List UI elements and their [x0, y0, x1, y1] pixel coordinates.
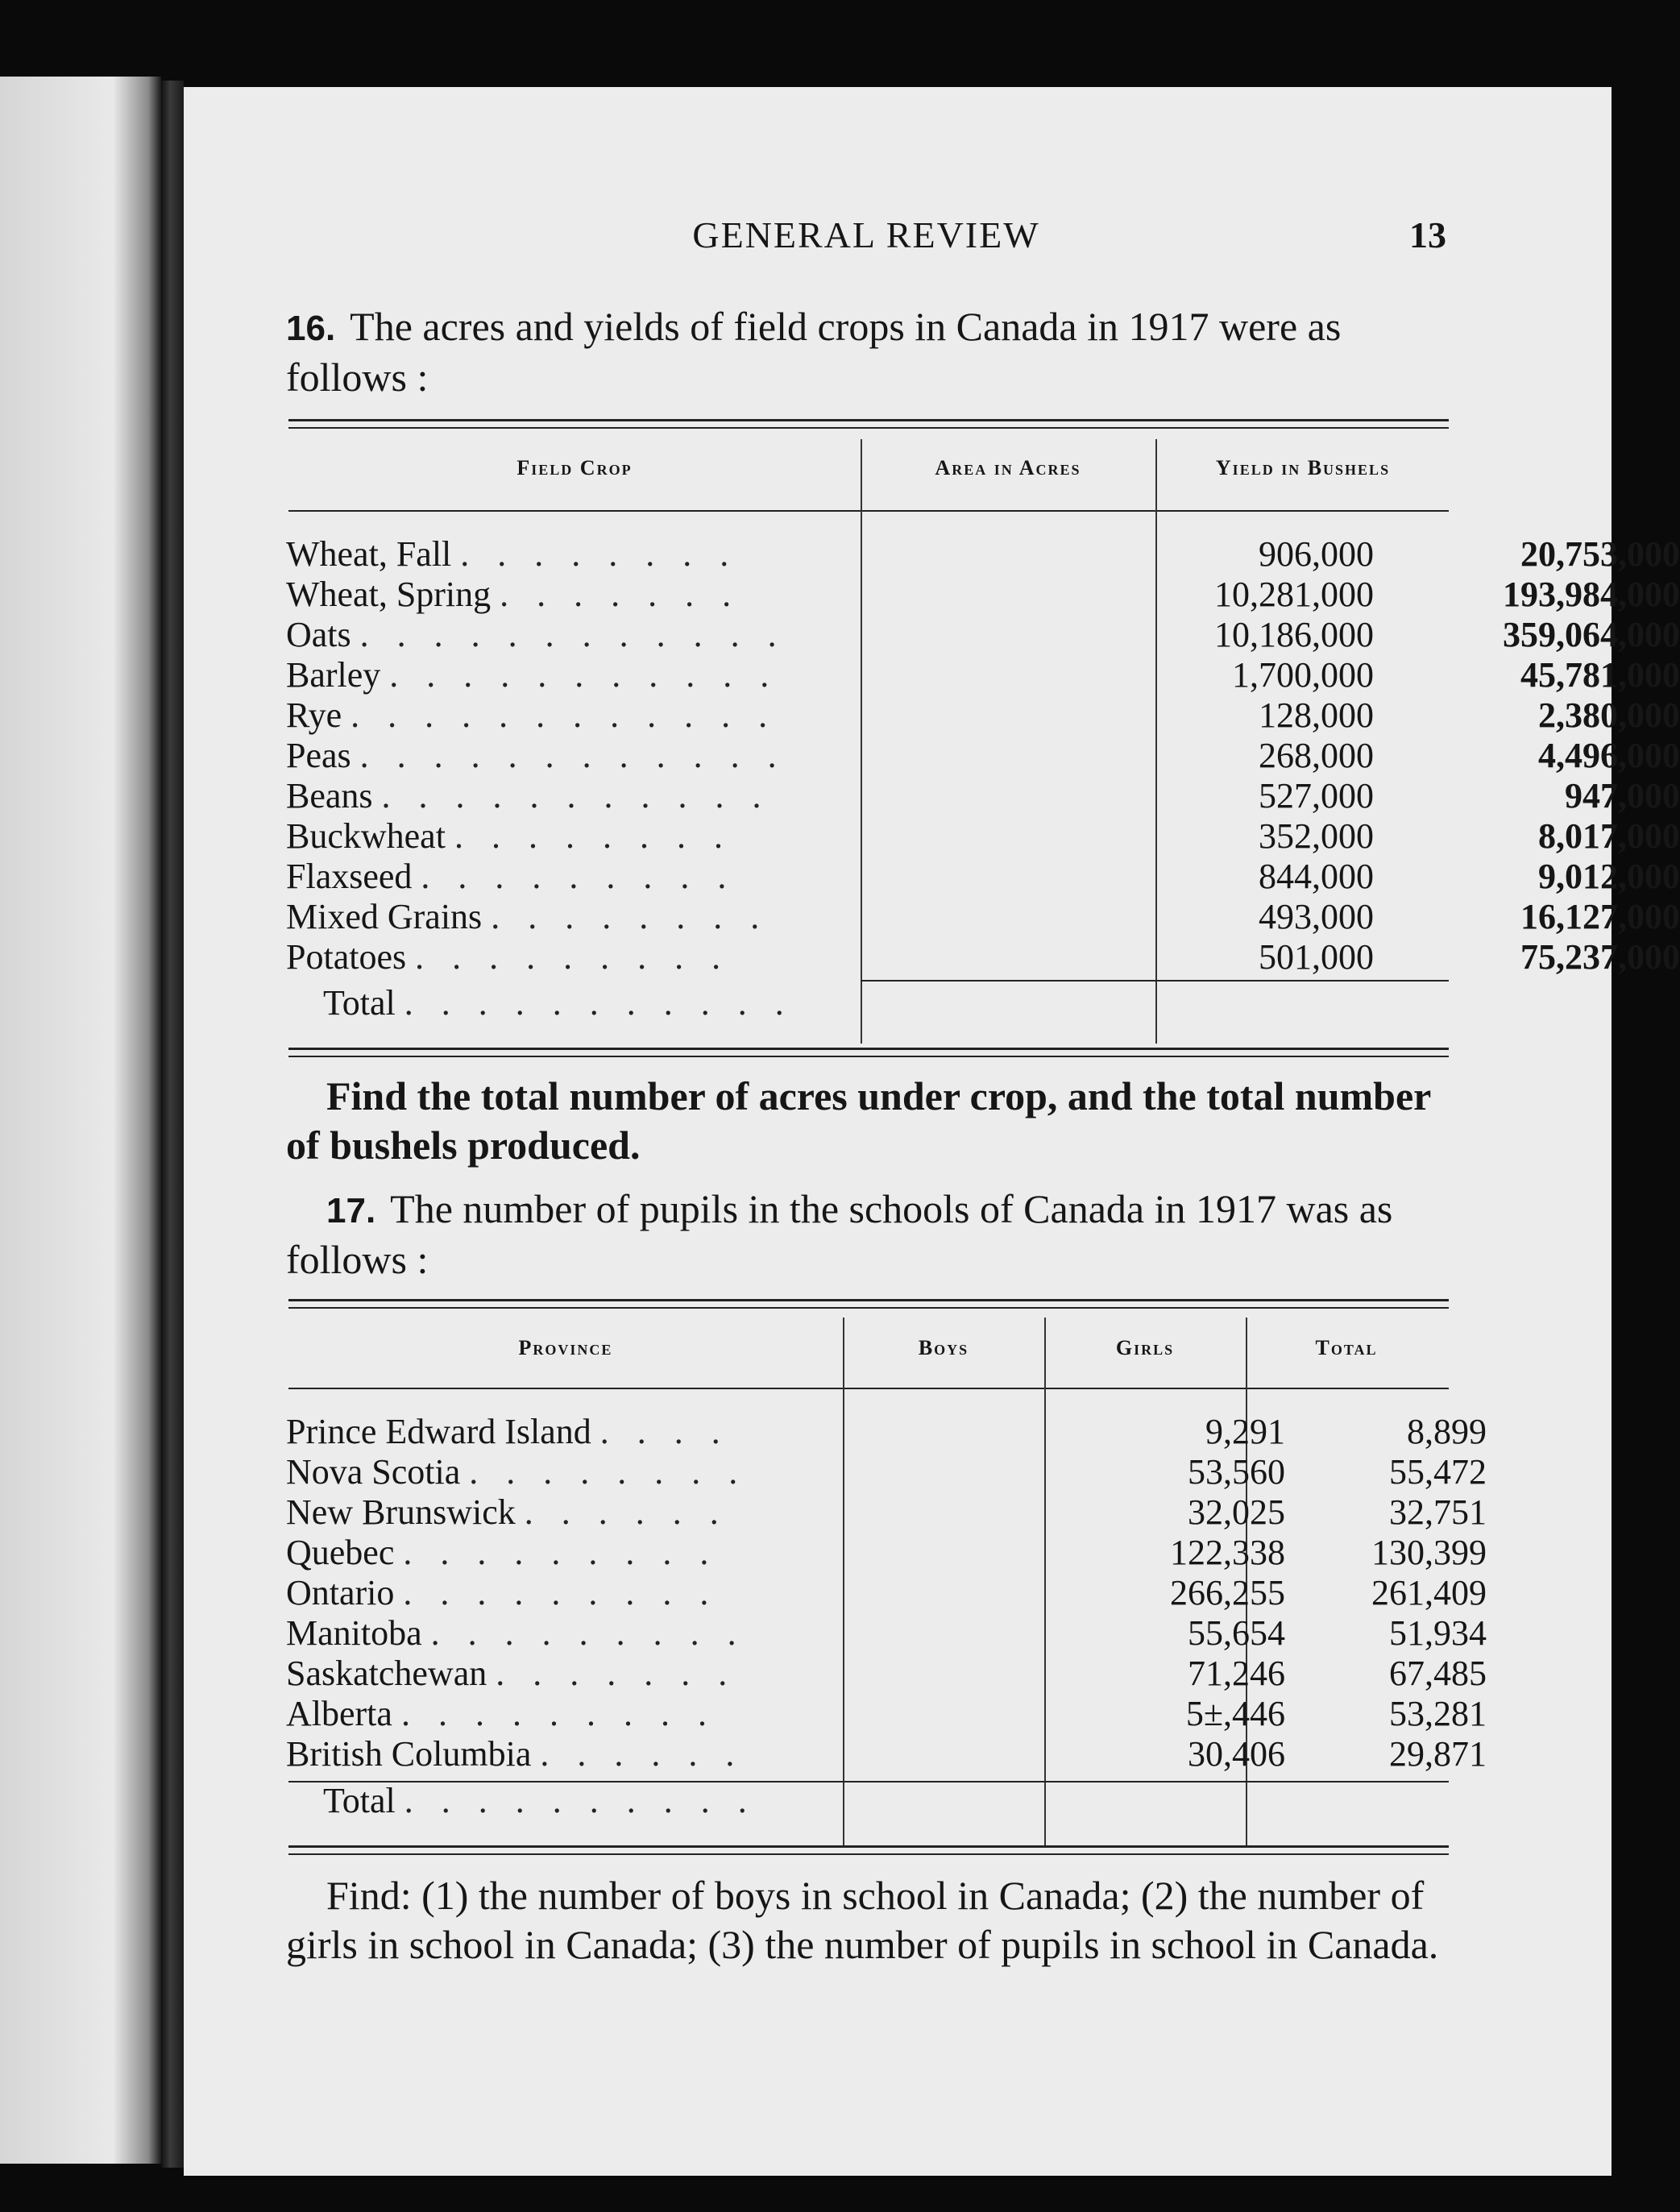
crop-name: Potatoes — [286, 937, 407, 977]
problem-16-intro — [286, 302, 1446, 402]
table-row — [286, 534, 1680, 575]
crop-name: Wheat, Fall — [286, 534, 452, 574]
leader-dots: . . . . . . — [524, 1492, 728, 1532]
table-bottom-rule — [288, 1048, 1449, 1050]
yield-value: 45,781,000 — [1520, 655, 1680, 695]
table-row — [286, 897, 1680, 937]
boys-value: 32,025 — [1188, 1492, 1285, 1532]
problem-16-intro-text: The acres and yields of field crops in Canada in 1917 were as follows : — [286, 304, 1342, 400]
table-top-rule — [288, 419, 1449, 421]
col-header-field-crop: Field Crop — [516, 456, 633, 479]
header-bottom-rule — [288, 1388, 1449, 1389]
table-row — [286, 1734, 1487, 1774]
total-line-rule — [861, 980, 1449, 981]
page-number: 13 — [1409, 214, 1446, 255]
problem-17-number: 17. — [326, 1191, 376, 1231]
leader-dots: . . . . . . . — [496, 1654, 737, 1693]
table-row — [286, 1573, 1487, 1613]
crop-name: Beans — [286, 776, 373, 815]
yield-value: 947,000 — [1565, 776, 1680, 815]
leader-dots: . . . . . . . . — [454, 816, 732, 856]
table-row — [286, 1533, 1487, 1573]
boys-value: 55,654 — [1188, 1613, 1285, 1653]
total-label: Total — [323, 1781, 396, 1820]
table-row — [286, 1694, 1487, 1734]
leader-dots: . . . . . . . . . . . . — [359, 736, 786, 775]
facing-page-edge — [0, 77, 161, 2164]
leader-dots: . . . . . . . . . . . — [404, 983, 794, 1023]
table-top-rule-2 — [288, 427, 1449, 429]
table-row — [286, 736, 1680, 776]
table-bottom-rule-2 — [288, 1056, 1449, 1057]
area-value: 352,000 — [1259, 816, 1374, 856]
leader-dots: . . . . . . . . — [491, 897, 769, 936]
table-row — [286, 937, 1680, 977]
yield-value: 20,753,000 — [1520, 534, 1680, 574]
girls-value: 53,281 — [1389, 1694, 1487, 1733]
book-spine — [161, 81, 184, 2168]
leader-dots: . . . . . . . . . . . . — [351, 695, 778, 735]
yield-value: 8,017,000 — [1538, 816, 1680, 856]
crop-name: Mixed Grains — [286, 897, 483, 936]
leader-dots: . . . . . . . . . — [415, 937, 731, 977]
area-value: 493,000 — [1259, 897, 1374, 936]
crop-name: Buckwheat — [286, 816, 446, 856]
yield-value: 9,012,000 — [1538, 857, 1680, 896]
leader-dots: . . . . . . . . . — [403, 1533, 719, 1572]
boys-value: 71,246 — [1188, 1654, 1285, 1693]
leader-dots: . . . . . . . . . — [403, 1573, 719, 1612]
boys-value: 53,560 — [1188, 1452, 1285, 1492]
boys-value: 266,255 — [1170, 1573, 1285, 1612]
yield-value: 359,064,000 — [1503, 615, 1680, 654]
col-header-total: Total — [1315, 1336, 1378, 1359]
table-row — [286, 1654, 1487, 1694]
table-row — [286, 615, 1680, 655]
col-header-province: Province — [518, 1336, 613, 1359]
total-label: Total — [323, 983, 396, 1023]
yield-value: 16,127,000 — [1520, 897, 1680, 936]
header-bottom-rule — [288, 510, 1449, 512]
table-row — [286, 1412, 1487, 1452]
girls-value: 29,871 — [1389, 1734, 1487, 1774]
table-row — [286, 1452, 1487, 1492]
boys-value: 30,406 — [1188, 1734, 1285, 1774]
table-row-total — [286, 1781, 1446, 1821]
province-name: Alberta — [286, 1694, 392, 1733]
crop-name: Wheat, Spring — [286, 575, 492, 614]
table-row — [286, 776, 1680, 816]
area-value: 906,000 — [1259, 534, 1374, 574]
col-header-girls: Girls — [1115, 1336, 1175, 1359]
crop-name: Rye — [286, 695, 342, 735]
table-bottom-rule — [288, 1845, 1449, 1848]
table-row — [286, 655, 1680, 695]
table-top-rule — [288, 1299, 1449, 1301]
leader-dots: . . . . . . . . . . . — [389, 655, 779, 695]
leader-dots: . . . . . . . . . — [400, 1694, 716, 1733]
girls-value: 8,899 — [1407, 1412, 1487, 1451]
girls-value: 51,934 — [1389, 1613, 1487, 1653]
problem-17-intro-text: The number of pupils in the schools of Canada in 1917 was as follows : — [286, 1186, 1393, 1282]
yield-value: 4,496,000 — [1538, 736, 1680, 775]
problem-17-intro — [286, 1185, 1446, 1284]
area-value: 501,000 — [1259, 937, 1374, 977]
col-header-boys: Boys — [918, 1336, 969, 1359]
table-row — [286, 575, 1680, 615]
girls-value: 130,399 — [1371, 1533, 1487, 1572]
table-bottom-rule-2 — [288, 1853, 1449, 1855]
province-name: Quebec — [286, 1533, 395, 1572]
leader-dots: . . . . . . . . . . — [404, 1781, 757, 1820]
crop-name: Oats — [286, 615, 351, 654]
province-name: Manitoba — [286, 1613, 422, 1653]
crop-name: Peas — [286, 736, 351, 775]
leader-dots: . . . . . . . — [500, 575, 741, 614]
col-header-yield: Yield in Bushels — [1215, 456, 1391, 479]
yield-value: 193,984,000 — [1503, 575, 1680, 614]
area-value: 844,000 — [1259, 857, 1374, 896]
area-value: 10,186,000 — [1214, 615, 1374, 654]
table-row — [286, 1492, 1487, 1533]
table-row — [286, 816, 1680, 857]
leader-dots: . . . . . . — [540, 1734, 745, 1774]
area-value: 527,000 — [1259, 776, 1374, 815]
problem-17-question: Find: (1) the number of boys in school in Canada; (2) the number of girls in school in Canada; (3) the number of pupils in school in Canada. — [286, 1873, 1439, 1967]
table-top-rule-2 — [288, 1307, 1449, 1309]
leader-dots: . . . . . . . . . . . . — [359, 615, 786, 654]
province-name: Ontario — [286, 1573, 395, 1612]
province-name: British Columbia — [286, 1734, 532, 1774]
table-row — [286, 1613, 1487, 1654]
crop-name: Flaxseed — [286, 857, 413, 896]
province-name: Prince Edward Island — [286, 1412, 591, 1451]
girls-value: 55,472 — [1389, 1452, 1487, 1492]
leader-dots: . . . . . . . . — [469, 1452, 748, 1492]
province-name: Saskatchewan — [286, 1654, 487, 1693]
area-value: 10,281,000 — [1214, 575, 1374, 614]
yield-value: 2,380,000 — [1538, 695, 1680, 735]
boys-value: 9,291 — [1205, 1412, 1285, 1451]
girls-value: 261,409 — [1371, 1573, 1487, 1612]
area-value: 268,000 — [1259, 736, 1374, 775]
col-header-area: Area in Acres — [935, 456, 1081, 479]
leader-dots: . . . . . . . . . . . — [381, 776, 771, 815]
area-value: 128,000 — [1259, 695, 1374, 735]
province-name: Nova Scotia — [286, 1452, 461, 1492]
girls-value: 32,751 — [1389, 1492, 1487, 1532]
girls-value: 67,485 — [1389, 1654, 1487, 1693]
boys-value: 5±,446 — [1185, 1694, 1285, 1733]
boys-value: 122,338 — [1170, 1533, 1285, 1572]
header-title: GENERAL REVIEW — [692, 214, 1040, 255]
table-row — [286, 695, 1680, 736]
problem-16-question: Find the total number of acres under crop, and the total number of bushels produced. — [286, 1073, 1431, 1168]
table-row-total — [286, 983, 1446, 1023]
leader-dots: . . . . . . . . . — [421, 857, 736, 896]
leader-dots: . . . . — [599, 1412, 730, 1451]
table-row — [286, 857, 1680, 897]
leader-dots: . . . . . . . . — [460, 534, 739, 574]
area-value: 1,700,000 — [1232, 655, 1374, 695]
crop-name: Barley — [286, 655, 381, 695]
problem-16-number: 16. — [286, 309, 336, 348]
province-name: New Brunswick — [286, 1492, 516, 1532]
yield-value: 75,237,000 — [1520, 937, 1680, 977]
leader-dots: . . . . . . . . . — [430, 1613, 746, 1653]
running-header — [286, 214, 1446, 270]
